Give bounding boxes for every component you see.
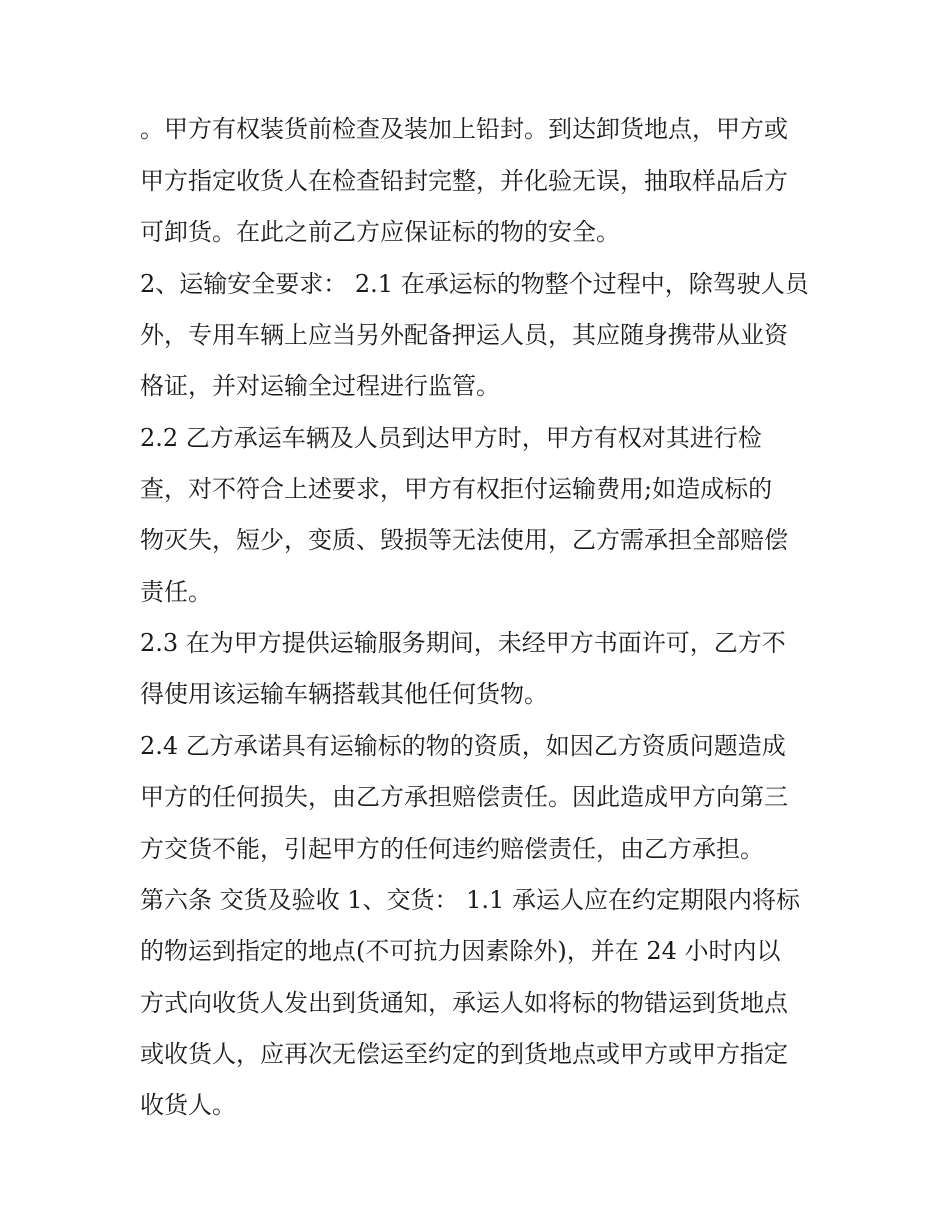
text-line: 或收货人，应再次无偿运至约定的到货地点或甲方或甲方指定 [140, 1040, 788, 1068]
text-line: 第六条 交货及验收 1、交货： 1.1 承运人应在约定期限内将标 [140, 886, 800, 914]
text-line: 方交货不能，引起甲方的任何违约赔偿责任，由乙方承担。 [140, 835, 764, 863]
text-line: 收货人。 [140, 1091, 236, 1119]
text-line: 2.4 乙方承诺具有运输标的物的资质，如因乙方资质问题造成 [140, 732, 786, 760]
text-line: 方式向收货人发出到货通知，承运人如将标的物错运到货地点 [140, 989, 788, 1017]
text-line: 2、运输安全要求： 2.1 在承运标的物整个过程中，除驾驶人员 [140, 270, 809, 298]
text-line: 的物运到指定的地点(不可抗力因素除外)，并在 24 小时内以 [140, 937, 781, 965]
text-line: 责任。 [140, 578, 212, 606]
text-line: 得使用该运输车辆搭载其他任何货物。 [140, 680, 548, 708]
text-line: 2.2 乙方承运车辆及人员到达甲方时，甲方有权对其进行检 [140, 424, 762, 452]
text-line: 格证，并对运输全过程进行监管。 [140, 372, 500, 400]
text-line: 可卸货。在此之前乙方应保证标的物的安全。 [140, 218, 620, 246]
text-line: 外，专用车辆上应当另外配备押运人员，其应随身携带从业资 [140, 321, 788, 349]
text-line: 查，对不符合上述要求，甲方有权拒付运输费用;如造成标的 [140, 475, 773, 503]
text-line: 物灭失，短少，变质、毁损等无法使用，乙方需承担全部赔偿 [140, 526, 788, 554]
text-line: 2.3 在为甲方提供运输服务期间，未经甲方书面许可，乙方不 [140, 629, 786, 657]
text-line: 甲方指定收货人在检查铅封完整，并化验无误，抽取样品后方 [140, 167, 788, 195]
text-line: 甲方的任何损失，由乙方承担赔偿责任。因此造成甲方向第三 [140, 783, 788, 811]
text-line: 。甲方有权装货前检查及装加上铅封。到达卸货地点，甲方或 [140, 115, 788, 143]
